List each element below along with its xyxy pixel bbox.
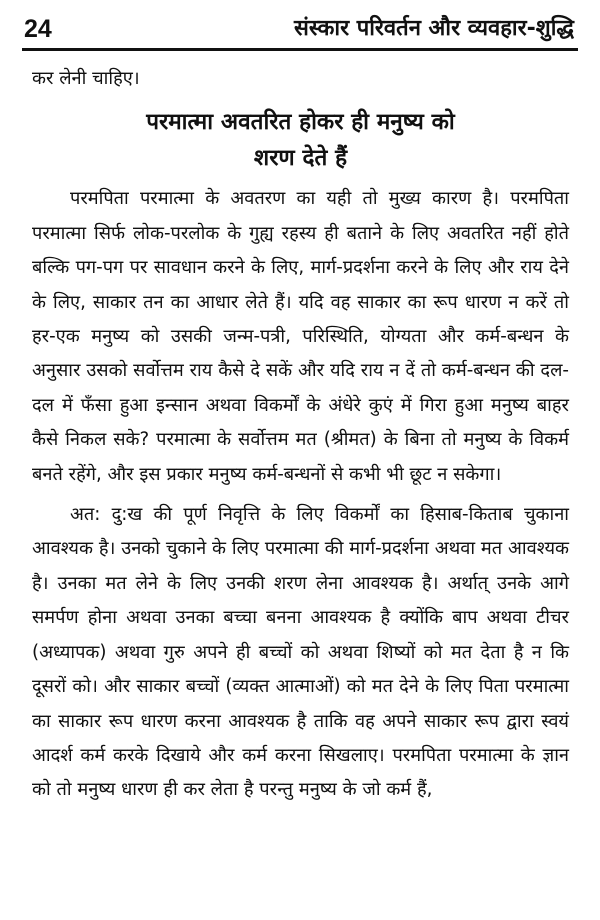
section-heading-line-1: परमात्मा अवतरित होकर ही मनुष्य को: [146, 109, 455, 136]
page-number: 24: [24, 15, 52, 43]
paragraph-1: परमपिता परमात्मा के अवतरण का यही तो मुख्य कारण है। परमपिता परमात्मा सिर्फ लोक-परलोक के गुह्य रहस्य ही बताने के लिए अवतरित नहीं होते बल्कि पग-पग पर सावधान करने के लिए, मार्ग-प्रदर्शना करने के लिए और राय देने के लिए, साकार तन का आधार लेते हैं। यदि वह साकार का रूप धारण न करें तो हर-एक मनुष्य को उसकी जन्म-पत्री, परिस्थिति, योग्यता और कर्म-बन्धन के अनुसार उसको सर्वोत्तम राय कैसे दे सकें और यदि राय न दें तो कर्म-बन्धन की दल-दल में फँसा हुआ इन्सान अथवा विकर्मों के अंधेरे कुएं में गिरा हुआ मनुष्य बाहर कैसे निकल सके? परमात्मा के सर्वोत्तम मत (श्रीमत) के बिना तो मनुष्य के विकर्म बनते रहेंगे, और इस प्रकार मनुष्य कर्म-बन्धनों से कभी भी छूट न सकेगा।: [32, 188, 569, 485]
page-header: [22, 14, 578, 51]
opening-line: कर लेनी चाहिए।: [32, 68, 140, 89]
section-heading-line-2: शरण देते हैं: [253, 145, 348, 172]
running-title: संस्कार परिवर्तन और व्यवहार-शुद्धि: [294, 16, 574, 41]
section-heading: [32, 104, 569, 176]
paragraph-2: अत: दु:ख की पूर्ण निवृत्ति के लिए विकर्मों का हिसाब-किताब चुकाना आवश्यक है। उनको चुकाने के लिए परमात्मा की मार्ग-प्रदर्शना अथवा मत आवश्यक है। उनका मत लेने के लिए उनकी शरण लेना आवश्यक है। अर्थात् उनके आगे समर्पण होना अथवा उनका बच्चा बनना आवश्यक है क्योंकि बाप अथवा टीचर (अध्यापक) अथवा गुरु अपने ही बच्चों को अथवा शिष्यों को मत देता है न कि दूसरों को। और साकार बच्चों (व्यक्त आत्माओं) को मत देने के लिए पिता परमात्मा का साकार रूप धारण करना आवश्यक है ताकि वह अपने साकार रूप द्वारा स्वयं आदर्श कर्म करके दिखाये और कर्म करना सिखलाए। परमपिता परमात्मा के ज्ञान को तो मनुष्य धारण ही कर लेता है परन्तु मनुष्य के जो कर्म हैं,: [32, 504, 569, 801]
page-content: [32, 62, 569, 808]
